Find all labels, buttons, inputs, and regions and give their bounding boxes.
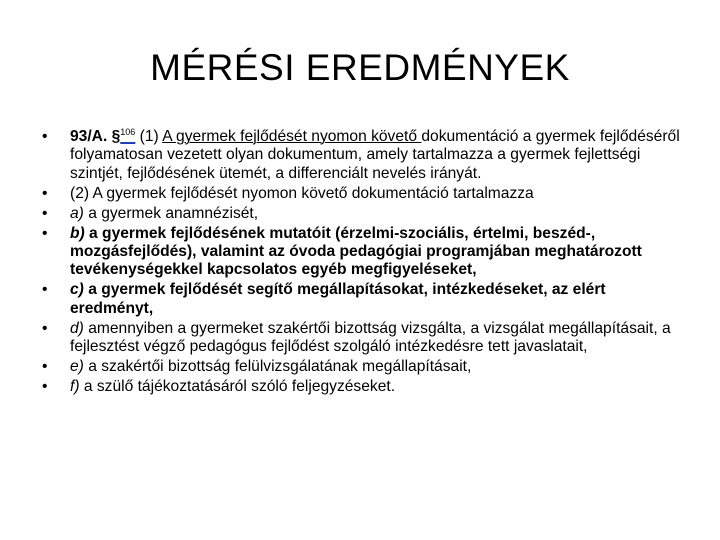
item-text: (2) A gyermek fejlődését nyomon követő dokumentáció tartalmazza bbox=[70, 184, 534, 202]
list-item bbox=[42, 320, 682, 357]
footnote-link[interactable] bbox=[120, 128, 135, 145]
paragraph-number: 93/A. § bbox=[70, 128, 121, 145]
item-label: a) bbox=[70, 204, 84, 222]
list-item bbox=[42, 205, 682, 223]
bullet-icon: • bbox=[42, 224, 48, 242]
list-item bbox=[42, 358, 682, 376]
item-text: a gyermek anamnézisét, bbox=[83, 204, 259, 222]
underlined-text: A gyermek fejlődését nyomon követő bbox=[162, 128, 422, 145]
bullet-list bbox=[42, 128, 682, 398]
bullet-icon: • bbox=[42, 357, 48, 375]
item-text: dokumentáció a gyermek fejlődéséről folyamatosan vezetett olyan dokumentum, amely tartalmazza a gyermek fejlettségi szintjét, fejlődésének ütemét, a differenciált nevelés irányát. bbox=[70, 128, 680, 182]
item-text: a szülő tájékoztatásáról szóló feljegyzéseket. bbox=[79, 377, 396, 395]
bullet-icon: • bbox=[42, 128, 48, 145]
list-item bbox=[42, 378, 682, 396]
list-item bbox=[42, 128, 682, 183]
item-label: c) bbox=[70, 281, 84, 299]
item-text: a szakértői bizottság felülvizsgálatának megállapításait, bbox=[83, 357, 472, 375]
list-item bbox=[42, 185, 682, 203]
footnote-number: 106 bbox=[120, 126, 136, 137]
list-item bbox=[42, 225, 682, 280]
subsection-number: (1) bbox=[135, 128, 163, 145]
item-label: f) bbox=[70, 377, 80, 395]
item-text: a gyermek fejlődésének mutatóit (érzelmi-szociális, értelmi, beszéd-, mozgásfejlődés), valamint az óvoda pedagógiai programjában meghatározott tevékenységekkel kapcsolatos egyéb megfigyeléseket, bbox=[70, 224, 642, 279]
list-item bbox=[42, 281, 682, 318]
bullet-icon: • bbox=[42, 184, 48, 202]
bullet-icon: • bbox=[42, 204, 48, 222]
bullet-icon: • bbox=[42, 281, 48, 299]
item-text: amennyiben a gyermeket szakértői bizottság vizsgálta, a vizsgálat megállapításait, a fejlesztést végző pedagógus fejlődést szolgáló intézkedésre tett javaslatait, bbox=[70, 319, 671, 355]
item-text: a gyermek fejlődését segítő megállapításokat, intézkedéseket, az elért eredményt, bbox=[70, 281, 606, 317]
bullet-icon: • bbox=[42, 319, 48, 337]
bullet-icon: • bbox=[42, 377, 48, 395]
item-label: b) bbox=[70, 224, 85, 242]
slide-title: MÉRÉSI EREDMÉNYEK bbox=[150, 47, 570, 88]
item-label: e) bbox=[70, 357, 84, 375]
item-label: d) bbox=[70, 319, 84, 337]
